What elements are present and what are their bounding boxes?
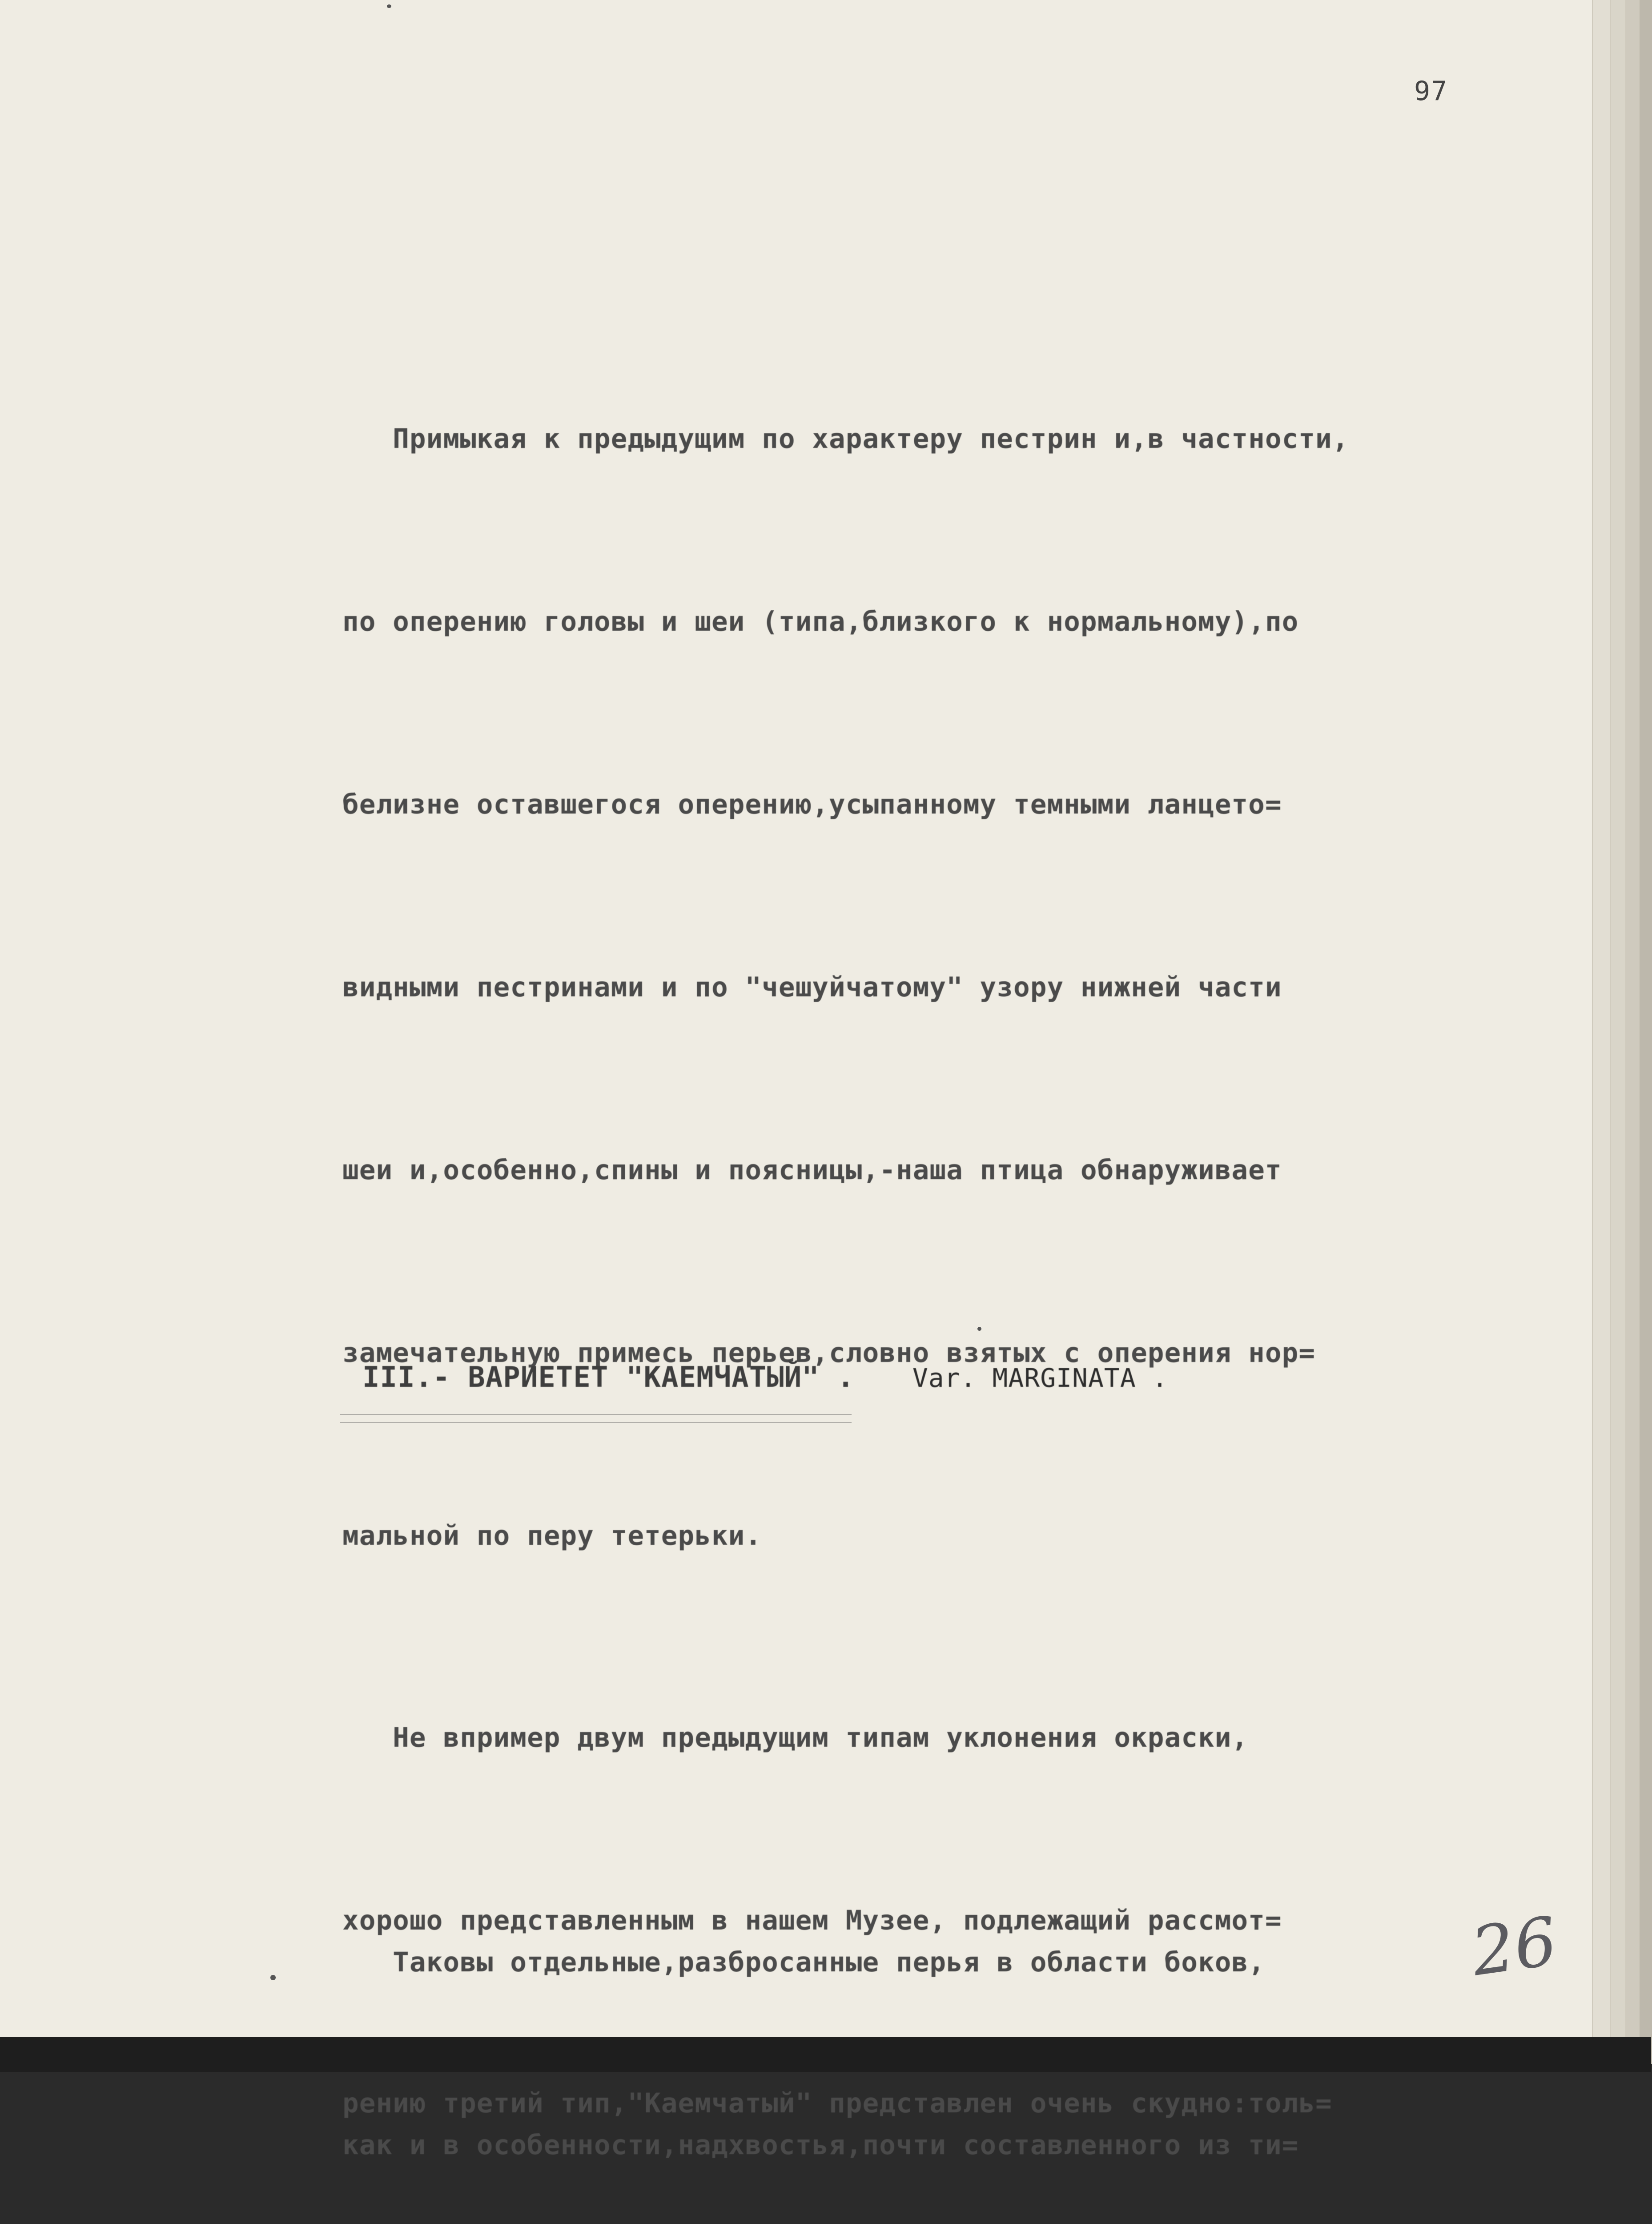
text-line: хорошо представленным в нашем Музее, подлежащий рассмот= [342, 1905, 1282, 1936]
page-edge [1625, 0, 1640, 2059]
ink-speck [977, 1327, 981, 1331]
paragraph [342, 1585, 1521, 2224]
text-line: шеи и,особенно,спины и поясницы,-наша птица обнаруживает [342, 1154, 1282, 1186]
section-heading [362, 1361, 1168, 1394]
text-line: Таковы отдельные,разбросанные перья в области боков, [342, 1946, 1265, 1978]
text-line: Примыкая к предыдущим по характеру пестрин и,в частности, [342, 423, 1349, 455]
text-line: по оперению головы и шеи (типа,близкого к нормальному),по [342, 606, 1299, 637]
text-line: рению третий тип,"Каемчатый" представлен очень скудно:толь= [342, 2087, 1332, 2119]
text-line: замечательную примесь перьев,словно взятых с оперения нор= [342, 1337, 1316, 1369]
text-line: мальной по перу тетерьки. [342, 1520, 762, 1551]
text-line: как и в особенности,надхвостья,почти составленного из ти= [342, 2129, 1299, 2161]
text-line: белизне оставшегося оперению,усыпанному темными ланцето= [342, 789, 1282, 820]
page-edge [1639, 0, 1652, 2064]
page-edge [1592, 0, 1611, 2046]
section-latin-name: Var. MARGINATA . [912, 1363, 1168, 1393]
page-number: 97 [1414, 76, 1448, 107]
scan-background [0, 2037, 1651, 2072]
body-text-lower [342, 1463, 1521, 2224]
handwritten-folio-number: 26 [1467, 1902, 1562, 1991]
text-line: Не впример двум предыдущим типам уклонения окраски, [342, 1722, 1249, 1753]
heading-underline [340, 1414, 852, 1424]
section-title: III.- ВАРИЕТЕТ "КАЕМЧАТЫЙ" . [362, 1361, 855, 1394]
text-line: видными пестринами и по "чешуйчатому" узору нижней части [342, 971, 1282, 1003]
page-edge [1610, 0, 1626, 2055]
ink-speck [270, 1975, 276, 1980]
ink-speck [387, 4, 391, 8]
